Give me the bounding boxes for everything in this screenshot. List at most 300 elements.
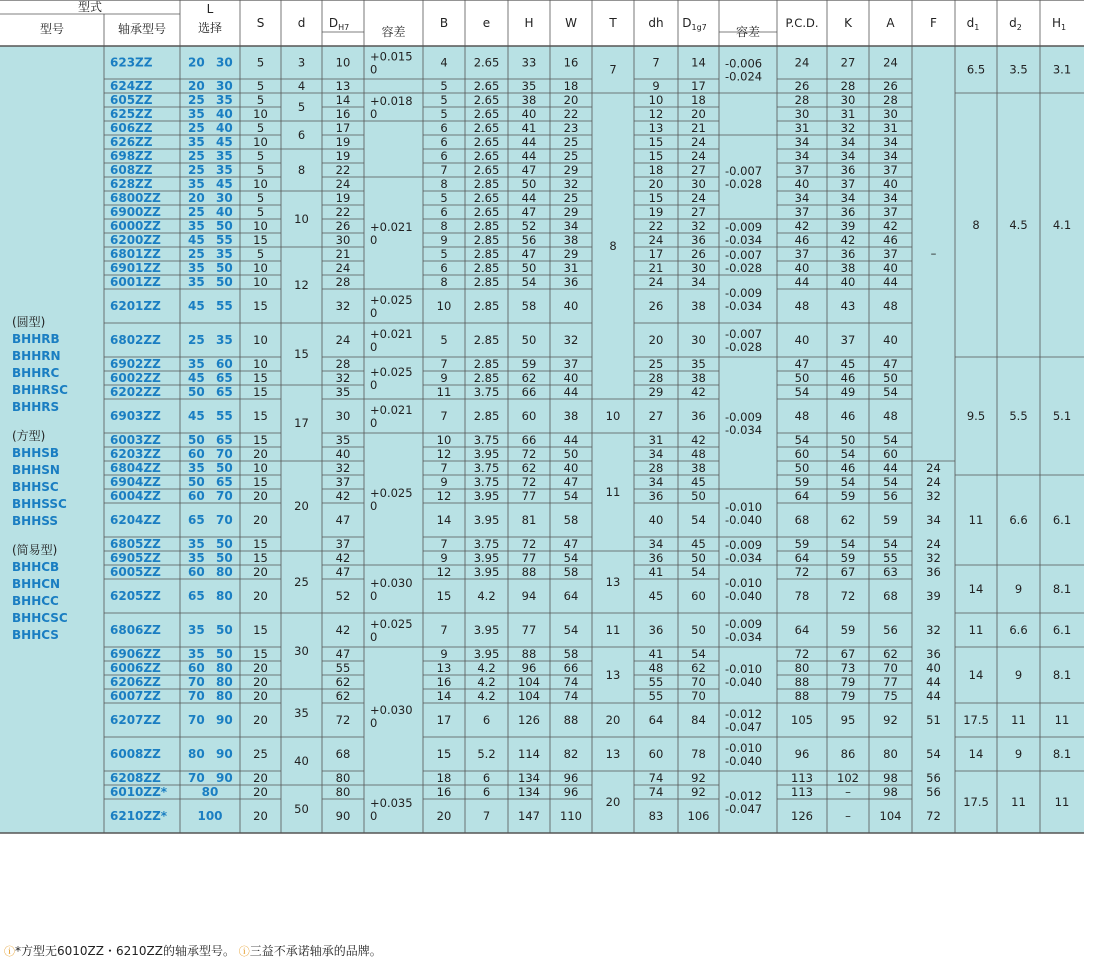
bearing-model: 6805ZZ [110, 537, 161, 551]
cell-b: 10 [436, 299, 452, 313]
cell-T: 11 [605, 485, 621, 499]
l-option: 60 [188, 447, 205, 461]
l-option: 35 [188, 461, 205, 475]
cell-d: 20 [294, 499, 309, 513]
cell-k: 34 [840, 135, 856, 149]
cell-H1: 6.1 [1052, 513, 1072, 527]
cell-h: 66 [521, 385, 537, 399]
cell-b: 14 [436, 513, 452, 527]
cell-d: 50 [294, 802, 309, 816]
cell-d2: 6.6 [1009, 623, 1028, 637]
cell-s: 20 [253, 489, 268, 503]
l-option: 35 [216, 93, 233, 107]
cell-D: 22 [335, 205, 351, 219]
model-code: BHHSN [12, 463, 60, 477]
l-option: 25 [188, 121, 205, 135]
cell-d1: 54 [691, 565, 706, 579]
cell-k: 34 [840, 191, 856, 205]
cell-k: 40 [840, 275, 856, 289]
cell-tol2: -0.034 [725, 233, 763, 247]
l-option: 35 [216, 163, 233, 177]
header-dh7: $D_{H7}$ [328, 16, 350, 32]
cell-w: 25 [563, 191, 579, 205]
header-d1g7: $D_{1g7}$ [682, 16, 707, 32]
bearing-model: 608ZZ [110, 163, 153, 177]
cell-b: 7 [440, 461, 448, 475]
header-f: F [930, 16, 937, 30]
cell-dh: 34 [648, 475, 664, 489]
cell-k: 45 [840, 357, 856, 371]
cell-dh: 48 [648, 661, 664, 675]
l-option: 25 [188, 247, 205, 261]
cell-d1: 24 [691, 149, 706, 163]
cell-tol: 0 [370, 306, 378, 320]
cell-dh: 45 [648, 589, 664, 603]
l-option: 25 [188, 205, 205, 219]
l-option: 90 [216, 771, 233, 785]
cell-s: 25 [253, 747, 268, 761]
cell-h: 44 [521, 149, 537, 163]
cell-f: 56 [926, 785, 941, 799]
cell-d: 25 [294, 575, 309, 589]
cell-d: 15 [294, 347, 309, 361]
l-option: 35 [188, 177, 205, 191]
l-option: 55 [216, 409, 233, 423]
bearing-model: 6901ZZ [110, 261, 161, 275]
bearing-model: 6902ZZ [110, 357, 161, 371]
cell-h: 44 [521, 135, 537, 149]
header-l: L [206, 2, 214, 16]
cell-d1: 30 [691, 261, 706, 275]
cell-d1: 24 [691, 135, 706, 149]
cell-s: 15 [253, 233, 268, 247]
cell-f: 36 [926, 565, 941, 579]
cell-h: 72 [521, 537, 537, 551]
l-option: 80 [216, 689, 233, 703]
cell-H1: 11 [1054, 795, 1070, 809]
cell-D: 24 [335, 333, 351, 347]
cell-w: 25 [563, 135, 579, 149]
cell-D: 62 [335, 675, 351, 689]
cell-tol: 0 [370, 416, 378, 430]
cell-b: 7 [440, 163, 448, 177]
bearing-model: 6000ZZ [110, 219, 161, 233]
cell-s: 10 [253, 461, 268, 475]
cell-h: 94 [521, 589, 537, 603]
cell-dh: 26 [648, 299, 664, 313]
model-code: BHHSC [12, 480, 59, 494]
cell-dh: 60 [648, 747, 664, 761]
cell-f: 39 [926, 589, 941, 603]
cell-b: 18 [436, 771, 452, 785]
cell-s: 15 [253, 371, 268, 385]
cell-d1: 17.5 [963, 713, 989, 727]
cell-pcd: 46 [794, 233, 810, 247]
cell-w: 44 [563, 385, 579, 399]
l-option: 50 [216, 461, 233, 475]
cell-pcd: 34 [794, 135, 810, 149]
cell-b: 16 [436, 785, 452, 799]
cell-D: 24 [335, 177, 351, 191]
cell-h: 81 [521, 513, 537, 527]
cell-a: 50 [883, 371, 898, 385]
cell-pcd: 64 [794, 489, 810, 503]
header-e: e [482, 16, 491, 30]
cell-dh: 24 [648, 233, 664, 247]
cell-d2: 11 [1011, 713, 1026, 727]
cell-k: 54 [840, 447, 856, 461]
cell-d1: 54 [691, 513, 706, 527]
cell-a: 34 [883, 135, 898, 149]
cell-k: 59 [840, 551, 856, 565]
cell-tol: 0 [370, 716, 378, 730]
cell-h: 88 [521, 647, 537, 661]
cell-d1: 70 [691, 689, 706, 703]
cell-d1: 14 [968, 668, 984, 682]
cell-w: 20 [563, 93, 579, 107]
cell-d: 12 [294, 278, 309, 292]
cell-D: 80 [335, 785, 351, 799]
cell-k: 67 [840, 565, 856, 579]
cell-w: 58 [563, 647, 579, 661]
cell-tol: 0 [370, 630, 378, 644]
model-code: BHHSB [12, 446, 60, 460]
cell-s: 15 [253, 623, 268, 637]
cell-d1: 45 [691, 475, 706, 489]
cell-pcd: 40 [794, 177, 810, 191]
cell-d1: 32 [691, 219, 706, 233]
l-option: 70 [216, 447, 233, 461]
cell-b: 7 [440, 357, 448, 371]
bearing-model: 6210ZZ* [110, 809, 168, 823]
cell-k: 62 [840, 513, 856, 527]
cell-tol: +0.018 [370, 94, 413, 108]
l-option: 35 [216, 247, 233, 261]
l-option: 35 [216, 333, 233, 347]
cell-k: 32 [840, 121, 856, 135]
cell-pcd: 96 [794, 747, 810, 761]
cell-k: 72 [840, 589, 856, 603]
cell-h: 60 [521, 409, 537, 423]
cell-b: 9 [440, 233, 448, 247]
cell-b: 16 [436, 675, 452, 689]
l-option: 30 [216, 79, 233, 93]
cell-dh: 12 [648, 107, 664, 121]
cell-d1: 14 [691, 55, 706, 70]
cell-h: 58 [521, 299, 537, 313]
cell-h: 47 [521, 247, 537, 261]
cell-tol: +0.021 [370, 220, 413, 234]
cell-s: 20 [253, 771, 268, 785]
model-code: BHHRB [12, 332, 60, 346]
cell-k: 73 [840, 661, 856, 675]
cell-e: 4.2 [477, 675, 496, 689]
cell-tol: 0 [370, 378, 378, 392]
bearing-model: 6802ZZ [110, 333, 161, 347]
cell-e: 2.85 [473, 357, 500, 371]
cell-d1: 50 [691, 551, 706, 565]
cell-k: 49 [840, 385, 856, 399]
l-option: 20 [188, 191, 205, 205]
model-code: BHHCB [12, 560, 60, 574]
cell-a: 98 [883, 771, 898, 785]
cell-d2: 3.5 [1009, 62, 1028, 77]
cell-pcd: 37 [794, 163, 810, 177]
cell-w: 54 [563, 489, 579, 503]
cell-e: 2.65 [473, 93, 500, 107]
l-option: 70 [188, 713, 205, 727]
cell-h: 56 [521, 233, 537, 247]
header-model-group: 型式 [77, 0, 103, 14]
l-option: 60 [216, 357, 233, 371]
cell-w: 66 [563, 661, 579, 675]
l-option: 80 [188, 747, 205, 761]
cell-tol2: -0.006 [725, 56, 763, 71]
cell-d1: 8 [972, 218, 980, 232]
cell-D: 42 [335, 551, 351, 565]
cell-e: 3.95 [473, 513, 500, 527]
cell-pcd: 30 [794, 107, 810, 121]
cell-D: 52 [335, 589, 351, 603]
cell-tol2: -0.024 [725, 69, 763, 84]
cell-k: 102 [837, 771, 859, 785]
cell-w: 18 [563, 79, 579, 93]
cell-dh: 15 [648, 191, 664, 205]
cell-k: 42 [840, 233, 856, 247]
cell-e: 6 [482, 785, 491, 799]
cell-dh: 36 [648, 551, 664, 565]
cell-a: 47 [883, 357, 898, 371]
l-option: 60 [188, 565, 205, 579]
cell-b: 6 [440, 135, 448, 149]
cell-pcd: 34 [794, 191, 810, 205]
bearing-model: 628ZZ [110, 177, 153, 191]
cell-k: 39 [840, 219, 856, 233]
l-option: 55 [216, 233, 233, 247]
cell-pcd: 40 [794, 333, 810, 347]
model-group-title: (简易型) [12, 543, 58, 557]
cell-pcd: 40 [794, 261, 810, 275]
cell-pcd: 68 [794, 513, 810, 527]
cell-b: 8 [440, 177, 448, 191]
cell-D: 68 [335, 747, 351, 761]
l-option: 60 [188, 489, 205, 503]
cell-s: 20 [253, 565, 268, 579]
cell-a: 56 [883, 489, 898, 503]
cell-D: 47 [335, 513, 351, 527]
cell-D: 30 [335, 409, 351, 423]
cell-tol: +0.030 [370, 576, 413, 590]
cell-e: 2.65 [473, 107, 500, 121]
cell-a: 56 [883, 623, 898, 637]
cell-b: 5 [440, 333, 448, 347]
cell-T: 11 [605, 623, 621, 637]
footnote-2: 三益不承诺轴承的品牌。 [249, 944, 382, 958]
cell-dh: 27 [648, 409, 664, 423]
cell-b: 4 [440, 55, 448, 70]
cell-tol: +0.035 [370, 796, 413, 810]
cell-w: 58 [563, 513, 579, 527]
cell-k: 36 [840, 205, 856, 219]
cell-tol2: -0.009 [725, 538, 763, 552]
cell-D: 35 [335, 433, 351, 447]
l-option: 80 [216, 589, 233, 603]
header-tolerance-2: 容差 [735, 25, 761, 39]
l-option: 35 [188, 537, 205, 551]
model-code: BHHRN [12, 349, 61, 363]
header-t: T [609, 16, 617, 30]
l-option: 70 [216, 513, 233, 527]
cell-dh: 15 [648, 149, 664, 163]
cell-dh: 25 [648, 357, 664, 371]
cell-pcd: 28 [794, 93, 810, 107]
cell-k: 54 [840, 475, 856, 489]
l-option: 80 [201, 785, 219, 799]
cell-d1: 6.5 [966, 62, 986, 77]
cell-b: 12 [436, 489, 452, 503]
cell-D: 32 [335, 461, 351, 475]
cell-k: 79 [840, 689, 856, 703]
cell-b: 15 [436, 589, 452, 603]
cell-pcd: 59 [794, 475, 810, 489]
l-option: 45 [216, 135, 233, 149]
cell-dh: 36 [648, 489, 664, 503]
cell-dh: 74 [648, 771, 664, 785]
cell-k: 36 [840, 247, 856, 261]
cell-a: 42 [883, 219, 898, 233]
bearing-model: 6006ZZ [110, 661, 161, 675]
bearing-model: 6208ZZ [110, 771, 161, 785]
cell-s: 10 [253, 135, 268, 149]
bearing-model: 6904ZZ [110, 475, 161, 489]
cell-f: 34 [926, 513, 941, 527]
cell-s: 20 [253, 713, 268, 727]
cell-k: 86 [840, 747, 856, 761]
cell-e: 2.85 [473, 247, 500, 261]
cell-T: 20 [605, 713, 621, 727]
cell-pcd: 48 [794, 299, 810, 313]
cell-T: 7 [609, 62, 617, 77]
cell-dh: 20 [648, 177, 664, 191]
l-option: 50 [216, 261, 233, 275]
cell-h: 33 [521, 55, 537, 70]
cell-pcd: 50 [794, 461, 810, 475]
cell-D: 37 [335, 537, 351, 551]
l-option: 80 [216, 565, 233, 579]
cell-b: 17 [436, 713, 452, 727]
cell-a: 44 [883, 461, 898, 475]
cell-s: 5 [256, 93, 265, 107]
cell-s: 5 [256, 163, 265, 177]
cell-d2: 9 [1014, 747, 1023, 761]
bearing-model: 624ZZ [110, 79, 153, 93]
bearing-model: 6900ZZ [110, 205, 161, 219]
cell-b: 13 [436, 661, 452, 675]
cell-w: 44 [563, 433, 579, 447]
cell-h: 72 [521, 447, 537, 461]
l-option: 70 [188, 771, 205, 785]
cell-tol2: -0.007 [725, 248, 763, 262]
cell-f: 44 [926, 689, 941, 703]
cell-a: 31 [883, 121, 898, 135]
bearing-model: 698ZZ [110, 149, 153, 163]
cell-a: 34 [883, 149, 898, 163]
l-option: 70 [216, 489, 233, 503]
cell-d1: 30 [691, 333, 706, 347]
bearing-model: 626ZZ [110, 135, 153, 149]
bearing-model: 6207ZZ [110, 713, 161, 727]
l-option: 35 [188, 647, 205, 661]
cell-s: 5 [256, 55, 265, 70]
cell-D: 28 [335, 275, 351, 289]
cell-d1: 54 [691, 647, 706, 661]
cell-a: 37 [883, 205, 898, 219]
cell-tol2: -0.007 [725, 164, 763, 178]
cell-tol: +0.025 [370, 617, 413, 631]
cell-s: 10 [253, 357, 268, 371]
bearing-model: 6806ZZ [110, 623, 161, 637]
cell-d1: 38 [691, 461, 706, 475]
footnotes [4, 942, 382, 959]
model-code: BHHCSC [12, 611, 68, 625]
cell-e: 2.65 [473, 79, 500, 93]
cell-s: 15 [253, 537, 268, 551]
cell-d: 5 [297, 100, 306, 114]
cell-s: 20 [253, 809, 268, 823]
cell-k: 34 [840, 149, 856, 163]
l-option: 40 [216, 121, 233, 135]
cell-h: 72 [521, 475, 537, 489]
bearing-model: 6001ZZ [110, 275, 161, 289]
cell-w: 64 [563, 589, 579, 603]
cell-s: 10 [253, 107, 268, 121]
cell-tol2: -0.034 [725, 423, 763, 437]
cell-a: 62 [883, 647, 898, 661]
cell-s: 20 [253, 447, 268, 461]
header-bearing-model: 轴承型号 [117, 22, 167, 36]
bearing-model: 6206ZZ [110, 675, 161, 689]
header-dh: dh [648, 16, 664, 30]
cell-D: 19 [335, 135, 351, 149]
cell-b: 5 [440, 107, 448, 121]
l-option: 40 [216, 205, 233, 219]
cell-a: 54 [883, 537, 898, 551]
cell-D: 55 [335, 661, 351, 675]
cell-s: 20 [253, 689, 268, 703]
cell-s: 10 [253, 333, 268, 347]
cell-a: 70 [883, 661, 898, 675]
cell-e: 2.65 [473, 135, 500, 149]
cell-d1: 70 [691, 675, 706, 689]
cell-h: 62 [521, 371, 537, 385]
cell-D: 24 [335, 261, 351, 275]
cell-w: 25 [563, 149, 579, 163]
cell-D: 17 [335, 121, 351, 135]
cell-D: 35 [335, 385, 351, 399]
l-option: 65 [216, 371, 233, 385]
l-option: 65 [216, 433, 233, 447]
l-option: 60 [188, 661, 205, 675]
cell-h: 50 [521, 261, 537, 275]
cell-d2: 4.5 [1009, 218, 1028, 232]
cell-H1: 8.1 [1052, 747, 1072, 761]
cell-pcd: 42 [794, 219, 810, 233]
cell-b: 9 [440, 647, 448, 661]
cell-k: 95 [840, 713, 856, 727]
cell-s: 20 [253, 513, 268, 527]
cell-s: 15 [253, 475, 268, 489]
header-k: K [844, 16, 852, 30]
